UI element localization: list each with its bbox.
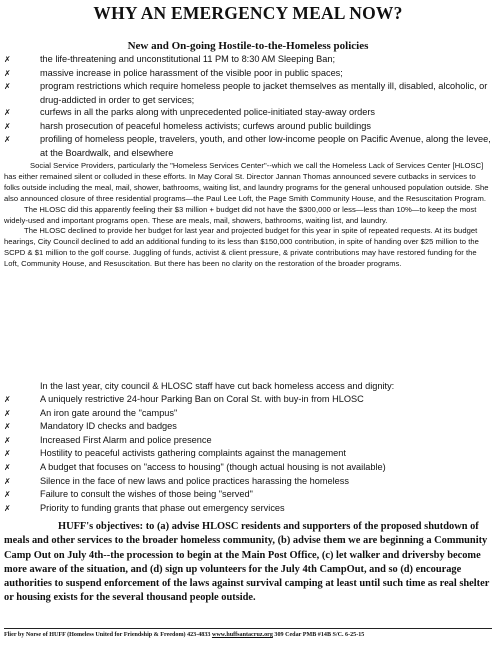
x-mark-icon: ✗ [4, 82, 11, 91]
x-mark-icon: ✗ [4, 408, 11, 418]
website-link[interactable]: www.huffsantacruz.org [211, 632, 273, 638]
cutbacks-list [4, 393, 492, 515]
footer-credit: Flier by Norse of HUFF (Homeless United for Friendship & Freedom) 423-4833 [4, 632, 212, 638]
list-item: ✗ curfews in all the parks along with unprecedented police-initiated stay-away orders [4, 106, 492, 120]
policies-list [4, 53, 492, 159]
list-item: ✗ An iron gate around the "campus" [4, 407, 492, 421]
paragraph: The HLOSC declined to provide her budget for last year and projected budget for this year in spite of repeated requests. At its budget hearings, City Council declined to add an additional funding to its less than $150,000 contribution, in spite of handing over $25 million to the SCPD & $1 million to the golf course. Juggling of funds, activist & client pressure, & private contributions may have restored funding for the Loft, Community House, and Resuscitation. But there has been no clarity on the restoration of the broader programs. [4, 226, 479, 269]
list-item: ✗ Priority to funding grants that phase out emergency services [4, 502, 492, 516]
list-item: ✗ Mandatory ID checks and badges [4, 420, 492, 434]
x-mark-icon: ✗ [4, 55, 11, 64]
list-item: ✗ A uniquely restrictive 24-hour Parking Ban on Coral St. with buy-in from HLOSC [4, 393, 492, 407]
list-item: ✗ the life-threatening and unconstitutional 11 PM to 8:30 AM Sleeping Ban; [4, 53, 492, 67]
paragraph: The HLOSC did this apparently feeling their $3 million + budget did not have the $300,000 or less—less than 10%—to keep the most widely-used and important programs open. These are meals, mail, showers, bathrooms, waiting list, and laundry. [4, 204, 477, 225]
policies-heading: New and On-going Hostile-to-the-Homeless policies [127, 40, 369, 52]
x-mark-icon: ✗ [4, 435, 11, 445]
page-title: WHY AN EMERGENCY MEAL NOW? [93, 3, 403, 23]
list-item: ✗ harsh prosecution of peaceful homeless activists; curfews around public buildings [4, 120, 492, 134]
x-mark-icon: ✗ [4, 135, 11, 144]
x-mark-icon: ✗ [4, 68, 11, 78]
x-mark-icon: ✗ [4, 108, 11, 117]
list-item: ✗ Hostility to peaceful activists gathering complaints against the management [4, 447, 492, 461]
cutbacks-intro: In the last year, city council & HLOSC staff have cut back homeless access and dignity: [40, 381, 395, 391]
x-mark-icon: ✗ [4, 503, 11, 513]
list-item: ✗ Failure to consult the wishes of those being "served" [4, 488, 492, 502]
x-mark-icon: ✗ [4, 462, 11, 472]
x-mark-icon: ✗ [4, 395, 11, 404]
footer-address: 309 Cedar PMB #14B S/C. 6-25-15 [272, 632, 365, 638]
footer-divider [4, 628, 492, 629]
x-mark-icon: ✗ [4, 476, 11, 486]
list-item: ✗ profiling of homeless people, travelers, youth, and other low-income people on Pacific Avenue, along the levee, at the Boardwalk, and elsewhere [4, 134, 491, 158]
footer [4, 631, 492, 639]
x-mark-icon: ✗ [4, 490, 11, 500]
list-item: ✗ program restrictions which require homeless people to jacket themselves as mentally ill, disabled, alcoholic, or drug-addicted in order to get services; [4, 81, 488, 105]
list-item: ✗ A budget that focuses on "access to housing" (though actual housing is not available) [4, 461, 492, 475]
list-item: ✗ Silence in the face of new laws and police practices harassing the homeless [4, 475, 492, 489]
x-mark-icon: ✗ [4, 422, 11, 432]
huff-objectives: HUFF's objectives: to (a) advise HLOSC residents and supporters of the proposed shutdown of meals and other services to the broader homeless community, (b) advise them we are beginning a Community Camp Out on July 4th--the procession to begin at the Main Post Office, (c) let walker and driversby become more aware of the situation, and (d) sign up volunteers for the July 4th CampOut, and so (d) encourage authorities to suspend enforcement of the laws against survival camping at least until such time as real shelter or housing exists for the several thousand people outside. [4, 521, 490, 604]
list-item: ✗ Increased First Alarm and police presence [4, 434, 492, 448]
x-mark-icon: ✗ [4, 121, 11, 131]
x-mark-icon: ✗ [4, 449, 11, 459]
list-item: ✗ massive increase in police harassment of the visible poor in public spaces; [4, 67, 492, 81]
paragraph: Social Service Providers, particularly the "Homeless Services Center"--which we call the Homeless Lack of Services Center [HLOSC] has either remained silent or colluded in these efforts. In May Coral St. Director Jannan Thomas announced severe cutbacks in services to folks outside including the meal, mail, shower, bathrooms, waiting list, and laundry programs for the general unhoused population outside. She also announced closure of three residential programs—the Paul Lee Loft, the Page Smith Community House, and the Resuscitation Program. [4, 161, 489, 203]
body-paragraphs [4, 161, 492, 270]
